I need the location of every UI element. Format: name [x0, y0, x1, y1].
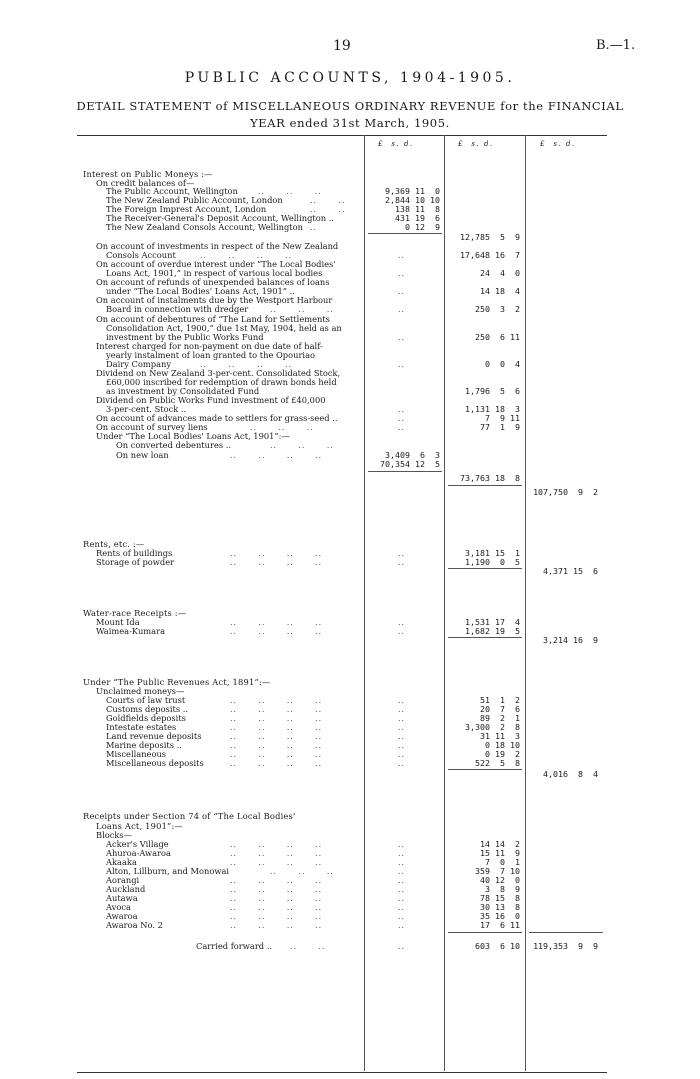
entry-label: Avoca — [106, 902, 131, 912]
leader-dots: .. .. .. .. — [230, 840, 323, 849]
leader-dots: .. — [398, 305, 406, 314]
amount-cell: 250 6 11 — [475, 332, 520, 342]
entry-label: On account of overdue interest under “The Local Bodies' — [96, 259, 336, 269]
leader-dots: .. .. .. .. — [230, 912, 323, 921]
amount-cell: 1,796 5 6 — [465, 386, 520, 396]
leader-dots: .. .. — [310, 205, 346, 214]
entry-label: On account of refunds of unexpended balances of loans — [96, 277, 330, 287]
leader-dots: .. .. .. .. — [230, 885, 323, 894]
section-heading: Interest on Public Moneys :— — [83, 169, 213, 179]
entry-label: Miscellaneous — [106, 749, 167, 759]
amount-cell: 30 13 8 — [480, 902, 520, 912]
entry-label: On converted debentures .. — [116, 440, 232, 450]
amount-cell: 15 11 9 — [480, 848, 520, 858]
amount-cell: 51 1 2 — [480, 695, 520, 705]
leader-dots: .. — [398, 549, 406, 558]
entry-label: On account of advances made to settlers for grass-seed .. — [96, 413, 338, 423]
entry-label: On account of investments in respect of the New Zealand — [96, 241, 339, 251]
subtotal-rule — [448, 769, 522, 770]
amount-cell: 3,409 6 3 — [385, 450, 440, 460]
entry-label: Interest charged for non-payment on due date of half- — [96, 341, 323, 351]
column-divider — [364, 135, 365, 1071]
entry-label: Akaaka — [106, 857, 137, 867]
leader-dots: .. — [398, 885, 406, 894]
page-number: 19 — [333, 38, 351, 54]
amount-cell: 250 3 2 — [475, 304, 520, 314]
amount-cell: 1,131 18 3 — [465, 404, 520, 414]
leader-dots: .. — [398, 414, 406, 423]
page-title: PUBLIC ACCOUNTS, 1904-1905. — [184, 70, 516, 86]
leader-dots: .. .. .. .. — [230, 451, 323, 460]
amount-cell: 24 4 0 — [480, 268, 520, 278]
entry-label: 3-per-cent. Stock .. — [106, 404, 187, 414]
entry-label: Intestate estates — [106, 722, 177, 732]
entry-label: as investment by Consolidated Fund — [106, 386, 260, 396]
leader-dots: .. .. .. .. — [230, 618, 323, 627]
leader-dots: .. — [398, 894, 406, 903]
amount-cell: 7 0 1 — [485, 857, 520, 867]
amount-cell: 1,682 19 5 — [465, 626, 520, 636]
column-header-2: £ s. d. — [458, 140, 494, 148]
entry-label: Awaroa No. 2 — [106, 920, 163, 930]
section-heading: Loans Act, 1901”:— — [96, 821, 183, 831]
leader-dots: .. — [398, 360, 406, 369]
subheading: Unclaimed moneys— — [96, 686, 185, 696]
entry-label: Goldfields deposits — [106, 713, 186, 723]
entry-label: investment by the Public Works Fund — [106, 332, 264, 342]
subtotal-rule — [448, 568, 522, 569]
amount-cell: 359 7 10 — [475, 866, 520, 876]
leader-dots: .. — [398, 269, 406, 278]
column-header-1: £ s. d. — [378, 140, 414, 148]
leader-dots: .. .. .. .. — [230, 921, 323, 930]
leader-dots: .. — [310, 223, 318, 232]
amount-cell: 1,531 17 4 — [465, 617, 520, 627]
leader-dots: .. .. .. — [270, 441, 334, 450]
carried-forward-subtotal: 603 6 10 — [475, 941, 520, 951]
entry-label: Dairy Company — [106, 359, 172, 369]
leader-dots: .. — [398, 732, 406, 741]
entry-label: Miscellaneous deposits — [106, 758, 204, 768]
amount-cell: 0 19 2 — [485, 749, 520, 759]
page-subtitle — [50, 98, 650, 132]
leader-dots: .. — [398, 849, 406, 858]
leader-dots: .. — [398, 741, 406, 750]
leader-dots: .. .. .. .. — [230, 549, 323, 558]
carried-forward-label: Carried forward .. — [196, 941, 273, 951]
amount-cell: 1,190 0 5 — [465, 557, 520, 567]
leader-dots: .. .. .. .. — [230, 723, 323, 732]
amount-cell: 2,844 10 10 — [385, 195, 440, 205]
subheading: Blocks— — [96, 830, 132, 840]
leader-dots: .. — [398, 558, 406, 567]
section-total: 107,750 9 2 — [533, 487, 598, 497]
leader-dots: .. — [398, 627, 406, 636]
leader-dots: .. — [398, 921, 406, 930]
entry-label: Board in connection with dredger — [106, 304, 249, 314]
subtotal-rule — [448, 485, 522, 486]
amount-cell: 40 12 0 — [480, 875, 520, 885]
amount-cell: 17,648 16 7 — [460, 250, 520, 260]
entry-label: Awaroa — [106, 911, 138, 921]
amount-cell: 35 16 0 — [480, 911, 520, 921]
amount-cell: 3,300 2 8 — [465, 722, 520, 732]
amount-cell: 14 18 4 — [480, 286, 520, 296]
leader-dots: .. — [398, 858, 406, 867]
leader-dots: .. .. .. .. — [200, 251, 293, 260]
amount-cell: 0 0 4 — [485, 359, 520, 369]
subtotal-rule — [448, 932, 522, 933]
leader-dots: .. .. .. .. — [230, 759, 323, 768]
entry-label: Autawa — [106, 893, 138, 903]
leader-dots: .. — [398, 942, 406, 951]
entry-label: The Public Account, Wellington — [106, 186, 238, 196]
section-heading: Receipts under Section 74 of “The Local Bodies' — [83, 811, 296, 821]
leader-dots: .. — [398, 696, 406, 705]
subtotal-rule — [368, 471, 442, 472]
amount-cell: 0 18 10 — [485, 740, 520, 750]
amount-cell: 78 15 8 — [480, 893, 520, 903]
leader-dots: .. .. .. .. — [230, 894, 323, 903]
subtotal-rule — [529, 932, 603, 933]
leader-dots: .. .. .. .. — [230, 558, 323, 567]
amount-cell: 89 2 1 — [480, 713, 520, 723]
leader-dots: .. — [398, 867, 406, 876]
amount-cell: 431 19 6 — [395, 213, 440, 223]
subtitle-line-2: YEAR ended 31st March, 1905. — [250, 116, 450, 130]
entry-label: Alton, Lillburn, and Monowai — [106, 866, 230, 876]
entry-label: On account of debentures of “The Land for Settlements — [96, 314, 330, 324]
entry-label: The Receiver-General's Deposit Account, Wellington .. — [106, 213, 334, 223]
leader-dots: .. .. .. .. — [230, 849, 323, 858]
leader-dots: .. .. .. .. — [230, 627, 323, 636]
leader-dots: .. .. .. .. — [230, 858, 323, 867]
entry-label: On new loan — [116, 450, 169, 460]
leader-dots: .. — [398, 903, 406, 912]
entry-label: Dividend on Public Works Fund investment of £40,000 — [96, 395, 326, 405]
leader-dots: .. .. .. — [250, 423, 314, 432]
entry-label: Under “The Local Bodies' Loans Act, 1901”:— — [96, 431, 290, 441]
entry-label: Loans Act, 1901,” in respect of various local bodies — [106, 268, 323, 278]
entry-label: Dividend on New Zealand 3-per-cent. Consolidated Stock, — [96, 368, 341, 378]
leader-dots: .. — [398, 705, 406, 714]
leader-dots: .. .. .. .. — [230, 903, 323, 912]
entry-label: Aorangi — [106, 875, 140, 885]
column-divider — [525, 135, 526, 1071]
entry-label: Land revenue deposits — [106, 731, 202, 741]
amount-cell: 17 6 11 — [480, 920, 520, 930]
amount-cell: 0 12 9 — [405, 222, 440, 232]
entry-label: Consols Account — [106, 250, 176, 260]
leader-dots: .. .. .. — [270, 305, 334, 314]
amount-cell: 3,181 15 1 — [465, 548, 520, 558]
leader-dots: .. .. .. .. — [230, 696, 323, 705]
entry-label: On account of survey liens — [96, 422, 208, 432]
amount-cell: 73,763 18 8 — [460, 473, 520, 483]
entry-label: The New Zealand Consols Account, Wellington — [106, 222, 303, 232]
section-heading: Water-race Receipts :— — [83, 608, 187, 618]
entry-label: £60,000 inscribed for redemption of drawn bonds held — [106, 377, 337, 387]
leader-dots: .. .. .. — [270, 867, 334, 876]
subtitle-line-1: DETAIL STATEMENT of MISCELLANEOUS ORDINARY REVENUE for the FINANCIAL — [76, 99, 624, 113]
leader-dots: .. .. .. .. — [230, 750, 323, 759]
leader-dots: .. .. .. .. — [230, 705, 323, 714]
leader-dots: .. — [398, 618, 406, 627]
amount-cell: 31 11 3 — [480, 731, 520, 741]
leader-dots: .. — [398, 714, 406, 723]
leader-dots: .. .. — [290, 942, 326, 951]
leader-dots: .. — [398, 912, 406, 921]
entry-label: Acker's Village — [106, 839, 169, 849]
amount-cell: 138 11 8 — [395, 204, 440, 214]
leader-dots: .. .. .. .. — [230, 876, 323, 885]
leader-dots: .. — [398, 876, 406, 885]
amount-cell: 77 1 9 — [480, 422, 520, 432]
leader-dots: .. — [398, 423, 406, 432]
subheading: On credit balances of— — [96, 178, 195, 188]
subtotal-rule — [448, 637, 522, 638]
section-heading: Under “The Public Revenues Act, 1891”:— — [83, 677, 271, 687]
amount-cell: 12,785 5 9 — [460, 232, 520, 242]
amount-cell: 20 7 6 — [480, 704, 520, 714]
page-reference: B.—1. — [596, 38, 636, 53]
column-header-3: £ s. d. — [540, 140, 576, 148]
entry-label: yearly instalment of loan granted to the Opouriao — [106, 350, 316, 360]
amount-cell: 3 8 9 — [485, 884, 520, 894]
entry-label: Rents of buildings — [96, 548, 173, 558]
entry-label: Mount Ida — [96, 617, 140, 627]
entry-label: Customs deposits .. — [106, 704, 188, 714]
leader-dots: .. .. .. — [258, 187, 322, 196]
entry-label: Marine deposits .. — [106, 740, 182, 750]
entry-label: The New Zealand Public Account, London — [106, 195, 283, 205]
leader-dots: .. — [398, 405, 406, 414]
entry-label: Courts of law trust — [106, 695, 186, 705]
entry-label: Storage of powder — [96, 557, 175, 567]
amount-cell: 70,354 12 5 — [380, 459, 440, 469]
leader-dots: .. — [398, 840, 406, 849]
entry-label: under “The Local Bodies' Loans Act, 1901” .. — [106, 286, 295, 296]
amount-cell: 7 9 11 — [485, 413, 520, 423]
leader-dots: .. — [398, 333, 406, 342]
section-total: 4,016 8 4 — [543, 769, 598, 779]
section-heading: Rents, etc. :— — [83, 539, 145, 549]
amount-cell: 14 14 2 — [480, 839, 520, 849]
entry-label: On account of instalments due by the Westport Harbour — [96, 295, 333, 305]
amount-cell: 522 5 8 — [475, 758, 520, 768]
entry-label: Ahuroa-Awaroa — [106, 848, 171, 858]
section-total: 3,214 16 9 — [543, 635, 598, 645]
leader-dots: .. .. .. .. — [230, 732, 323, 741]
column-divider — [444, 135, 445, 1071]
subtotal-rule — [368, 233, 442, 234]
leader-dots: .. .. .. .. — [230, 714, 323, 723]
leader-dots: .. .. — [310, 196, 346, 205]
leader-dots: .. — [398, 287, 406, 296]
leader-dots: .. — [398, 723, 406, 732]
amount-cell: 9,369 11 0 — [385, 186, 440, 196]
entry-label: The Foreign Imprest Account, London — [106, 204, 267, 214]
leader-dots: .. — [398, 750, 406, 759]
entry-label: Consolidation Act, 1900,” due 1st May, 1904, held as an — [106, 323, 342, 333]
leader-dots: .. — [398, 759, 406, 768]
leader-dots: .. .. .. .. — [230, 741, 323, 750]
entry-label: Waimea-Kumara — [96, 626, 166, 636]
entry-label: Auckland — [106, 884, 146, 894]
carried-forward-total: 119,353 9 9 — [533, 941, 598, 951]
leader-dots: .. — [398, 251, 406, 260]
leader-dots: .. .. .. .. — [200, 360, 293, 369]
section-total: 4,371 15 6 — [543, 566, 598, 576]
